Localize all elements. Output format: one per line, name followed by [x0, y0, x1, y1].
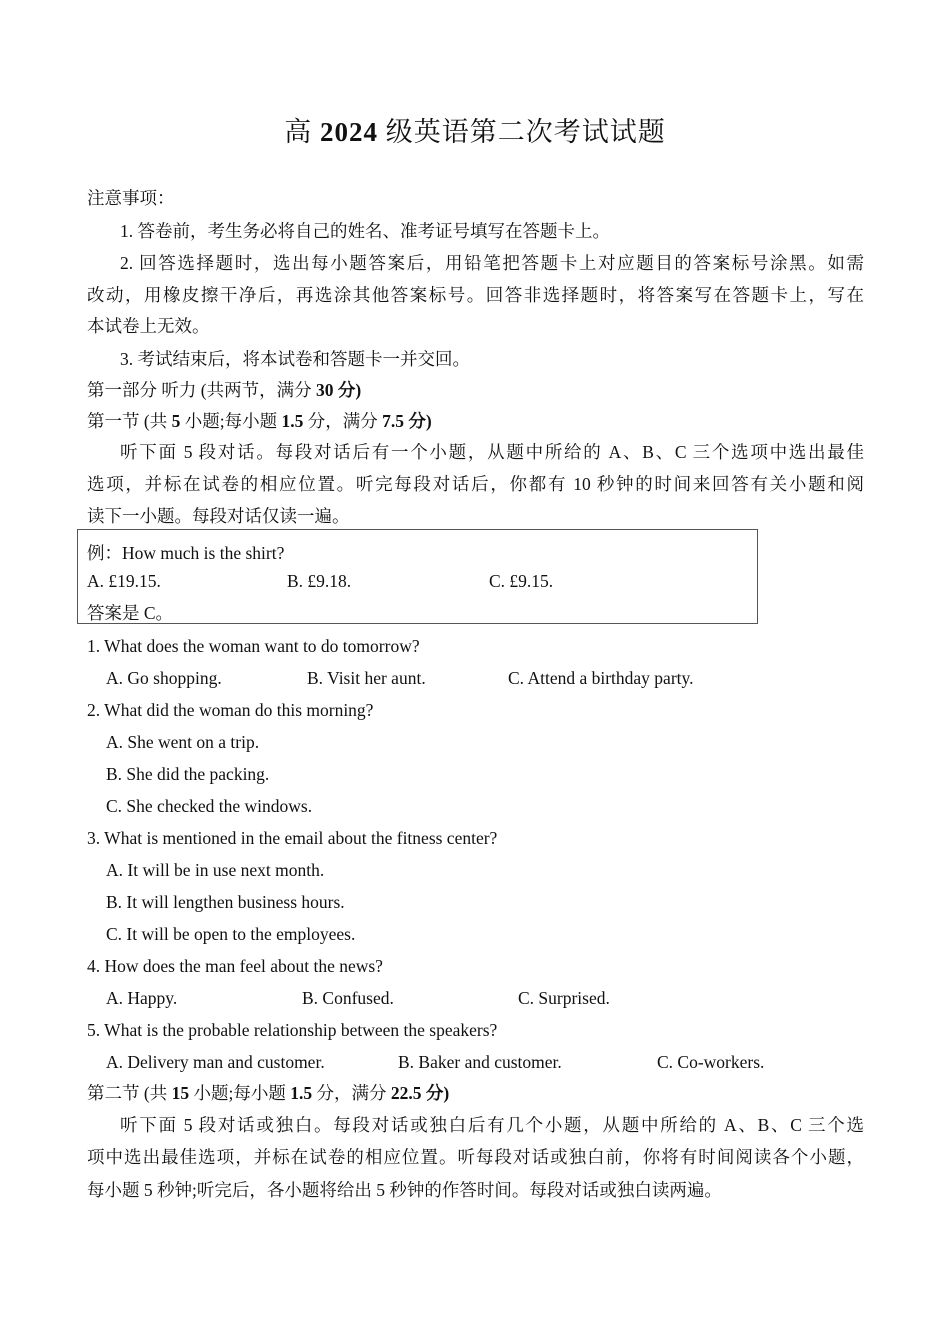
q2-option-c: C. She checked the windows. — [106, 796, 313, 816]
question-5: 5. What is the probable relationship between the speakers? — [87, 1020, 498, 1040]
q5-option-c: C. Co-workers. — [657, 1052, 765, 1072]
section1-instructions-3: 读下一小题。每段对话仅读一遍。 — [87, 506, 350, 526]
notice-item-2-end: 本试卷上无效。 — [87, 316, 210, 336]
question-3: 3. What is mentioned in the email about the fitness center? — [87, 828, 498, 848]
question-1: 1. What does the woman want to do tomorrow? — [87, 636, 420, 656]
example-question: 例：How much is the shirt? — [87, 543, 285, 563]
q2-option-b: B. She did the packing. — [106, 764, 270, 784]
q5-option-b: B. Baker and customer. — [398, 1052, 562, 1072]
example-option-a: A. £19.15. — [87, 571, 161, 591]
section2-instructions-3: 每小题 5 秒钟;听完后，各小题将给出 5 秒钟的作答时间。每段对话或独白读两遍。 — [87, 1180, 722, 1200]
section2-heading: 第二节 (共 15 小题;每小题 1.5 分，满分 22.5 分) — [87, 1083, 450, 1103]
q5-option-a: A. Delivery man and customer. — [106, 1052, 325, 1072]
q1-option-c: C. Attend a birthday party. — [508, 668, 694, 688]
q4-option-a: A. Happy. — [106, 988, 178, 1008]
example-box — [77, 529, 758, 624]
example-option-b: B. £9.18. — [287, 571, 352, 591]
notice-item-3: 3. 考试结束后，将本试卷和答题卡一并交回。 — [120, 349, 470, 369]
q2-option-a: A. She went on a trip. — [106, 732, 260, 752]
q1-option-b: B. Visit her aunt. — [307, 668, 426, 688]
section2-instructions-2: 项中选出最佳选项，并标在试卷的相应位置。听每段对话或独白前，你将有时间阅读各个小题， — [87, 1147, 864, 1167]
question-4: 4. How does the man feel about the news? — [87, 956, 383, 976]
section2-instructions-1: 听下面 5 段对话或独白。每段对话或独白后有几个小题，从题中所给的 A、B、C 三个选 — [120, 1115, 864, 1135]
exam-title: 高 2024 级英语第二次考试试题 — [284, 117, 666, 147]
example-answer: 答案是 C。 — [87, 603, 174, 623]
notice-item-2: 2. 回答选择题时，选出每小题答案后，用铅笔把答题卡上对应题目的答案标号涂黑。如需 — [120, 253, 864, 273]
notice-heading: 注意事项： — [87, 188, 175, 208]
section1-instructions-2: 选项，并标在试卷的相应位置。听完每段对话后，你都有 10 秒钟的时间来回答有关小题和阅 — [87, 474, 864, 494]
title-year: 2024 — [320, 117, 378, 147]
q4-option-c: C. Surprised. — [518, 988, 610, 1008]
q4-option-b: B. Confused. — [302, 988, 394, 1008]
q3-option-a: A. It will be in use next month. — [106, 860, 325, 880]
part1-heading: 第一部分 听力 (共两节，满分 30 分) — [87, 380, 362, 400]
q3-option-c: C. It will be open to the employees. — [106, 924, 356, 944]
notice-item-2-cont: 改动，用橡皮擦干净后，再选涂其他答案标号。回答非选择题时，将答案写在答题卡上，写在 — [87, 285, 864, 305]
notice-item-1: 1. 答卷前，考生务必将自己的姓名、准考证号填写在答题卡上。 — [120, 221, 610, 241]
q3-option-b: B. It will lengthen business hours. — [106, 892, 345, 912]
section1-instructions-1: 听下面 5 段对话。每段对话后有一个小题，从题中所给的 A、B、C 三个选项中选出最佳 — [120, 442, 864, 462]
q1-option-a: A. Go shopping. — [106, 668, 222, 688]
section1-heading: 第一节 (共 5 小题;每小题 1.5 分，满分 7.5 分) — [87, 411, 432, 431]
example-option-c: C. £9.15. — [489, 571, 554, 591]
question-2: 2. What did the woman do this morning? — [87, 700, 374, 720]
